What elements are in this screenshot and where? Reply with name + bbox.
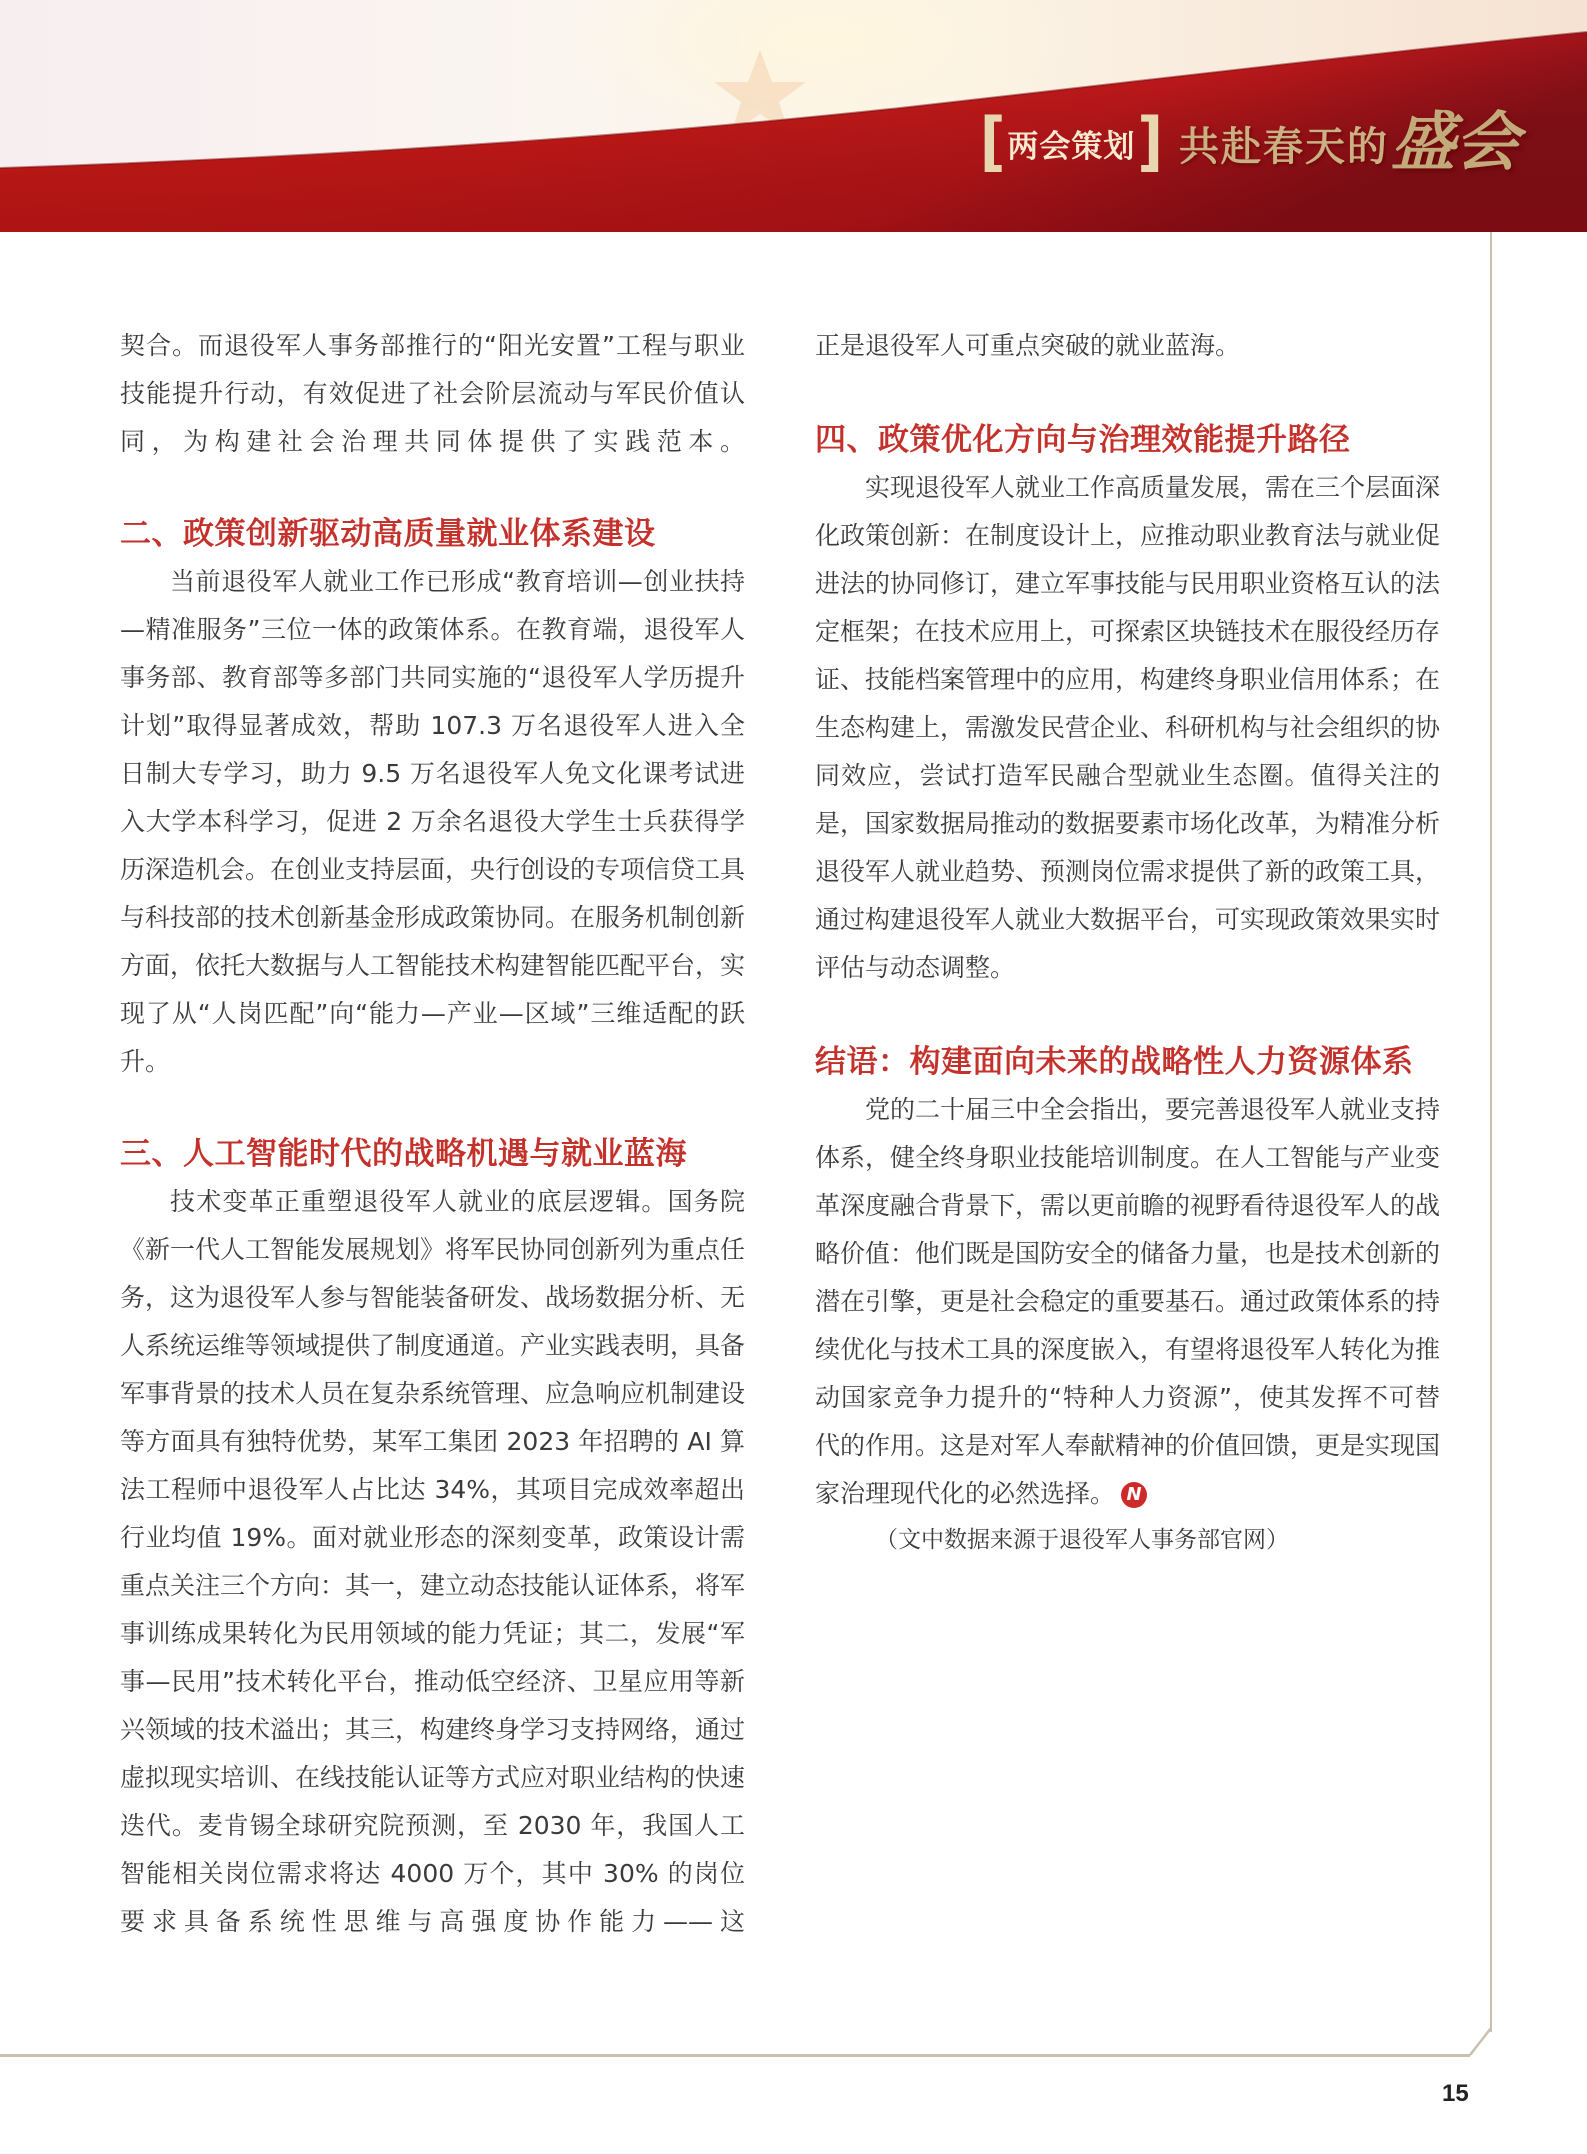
- end-mark-icon: N: [1121, 1482, 1147, 1508]
- right-column: [815, 322, 1440, 1562]
- column-name: 两会策划: [1007, 128, 1136, 165]
- section-body-4: 实现退役军人就业工作高质量发展，需在三个层面深化政策创新：在制度设计上，应推动职业教育法与就业促进法的协同修订，建立军事技能与民用职业资格互认的法定框架；在技术应用上，可探索区块链技术在服役经历存证、技能档案管理中的应用，构建终身职业信用体系；在生态构建上，需激发民营企业、科研机构与社会组织的协同效应，尝试打造军民融合型就业生态圈。值得关注的是，国家数据局推动的数据要素市场化改革，为精准分析退役军人就业趋势、预测岗位需求提供了新的政策工具，通过构建退役军人就业大数据平台，可实现政策效果实时评估与动态调整。: [815, 473, 1441, 982]
- paragraph-continuation: 契合。而退役军人事务部推行的“阳光安置”工程与职业技能提升行动，有效促进了社会阶层流动与军民价值认同，为构建社会治理共同体提供了实践范本。: [120, 331, 745, 456]
- column-title: [979, 105, 1519, 180]
- section-heading-2: 二、政策创新驱动高质量就业体系建设: [120, 516, 656, 552]
- source-note: （文中数据来源于退役军人事务部官网）: [875, 1527, 1289, 1553]
- section-heading-4: 四、政策优化方向与治理效能提升路径: [815, 422, 1351, 458]
- bracket-close: ]: [1137, 105, 1163, 180]
- page-number: 15: [1442, 2080, 1469, 2107]
- theme-emphasis: 盛会: [1391, 105, 1519, 180]
- conclusion-body: [815, 1086, 1440, 1518]
- left-column: [120, 322, 745, 1946]
- frame-corner: [1466, 2028, 1496, 2058]
- theme-text: 共赴春天的: [1179, 122, 1389, 170]
- section-body-2: 当前退役军人就业工作已形成“教育培训—创业扶持—精准服务”三位一体的政策体系。在教育端，退役军人事务部、教育部等多部门共同实施的“退役军人学历提升计划”取得显著成效，帮助 107.3 万名退役军人进入全日制大专学习，助力 9.5 万名退役军人免文化课考试进入大学本科学习，促进 2 万余名退役大学生士兵获得学历深造机会。在创业支持层面，央行创设的专项信贷工具与科技部的技术创新基金形成政策协同。在服务机制创新方面，依托大数据与人工智能技术构建智能匹配平台，实现了从“人岗匹配”向“能力—产业—区域”三维适配的跃升。: [120, 567, 746, 1076]
- section-heading-3: 三、人工智能时代的战略机遇与就业蓝海: [120, 1136, 687, 1172]
- frame-line-right: [1490, 232, 1492, 2032]
- header-banner: [0, 0, 1587, 232]
- paragraph-continuation: 正是退役军人可重点突破的就业蓝海。: [815, 331, 1241, 360]
- frame-line-bottom: [0, 2054, 1470, 2057]
- section-body-3: 技术变革正重塑退役军人就业的底层逻辑。国务院《新一代人工智能发展规划》将军民协同创新列为重点任务，这为退役军人参与智能装备研发、战场数据分析、无人系统运维等领域提供了制度通道。产业实践表明，具备军事背景的技术人员在复杂系统管理、应急响应机制建设等方面具有独特优势，某军工集团 2023 年招聘的 AI 算法工程师中退役军人占比达 34%，其项目完成效率超出行业均值 19%。面对就业形态的深刻变革，政策设计需重点关注三个方向：其一，建立动态技能认证体系，将军事训练成果转化为民用领域的能力凭证；其二，发展“军事—民用”技术转化平台，推动低空经济、卫星应用等新兴领域的技术溢出；其三，构建终身学习支持网络，通过虚拟现实培训、在线技能认证等方式应对职业结构的快速迭代。麦肯锡全球研究院预测，至 2030 年，我国人工智能相关岗位需求将达 4000 万个，其中 30% 的岗位要求具备系统性思维与高强度协作能力——这: [120, 1187, 746, 1936]
- conclusion-text: 党的二十届三中全会指出，要完善退役军人就业支持体系，健全终身职业技能培训制度。在人工智能与产业变革深度融合背景下，需以更前瞻的视野看待退役军人的战略价值：他们既是国防安全的储备力量，也是技术创新的潜在引擎，更是社会稳定的重要基石。通过政策体系的持续优化与技术工具的深度嵌入，有望将退役军人转化为推动国家竞争力提升的“特种人力资源”，使其发挥不可替代的作用。这是对军人奉献精神的价值回馈，更是实现国家治理现代化的必然选择。: [815, 1095, 1441, 1508]
- bracket-open: [: [979, 105, 1006, 180]
- conclusion-heading: 结语：构建面向未来的战略性人力资源体系: [815, 1044, 1414, 1080]
